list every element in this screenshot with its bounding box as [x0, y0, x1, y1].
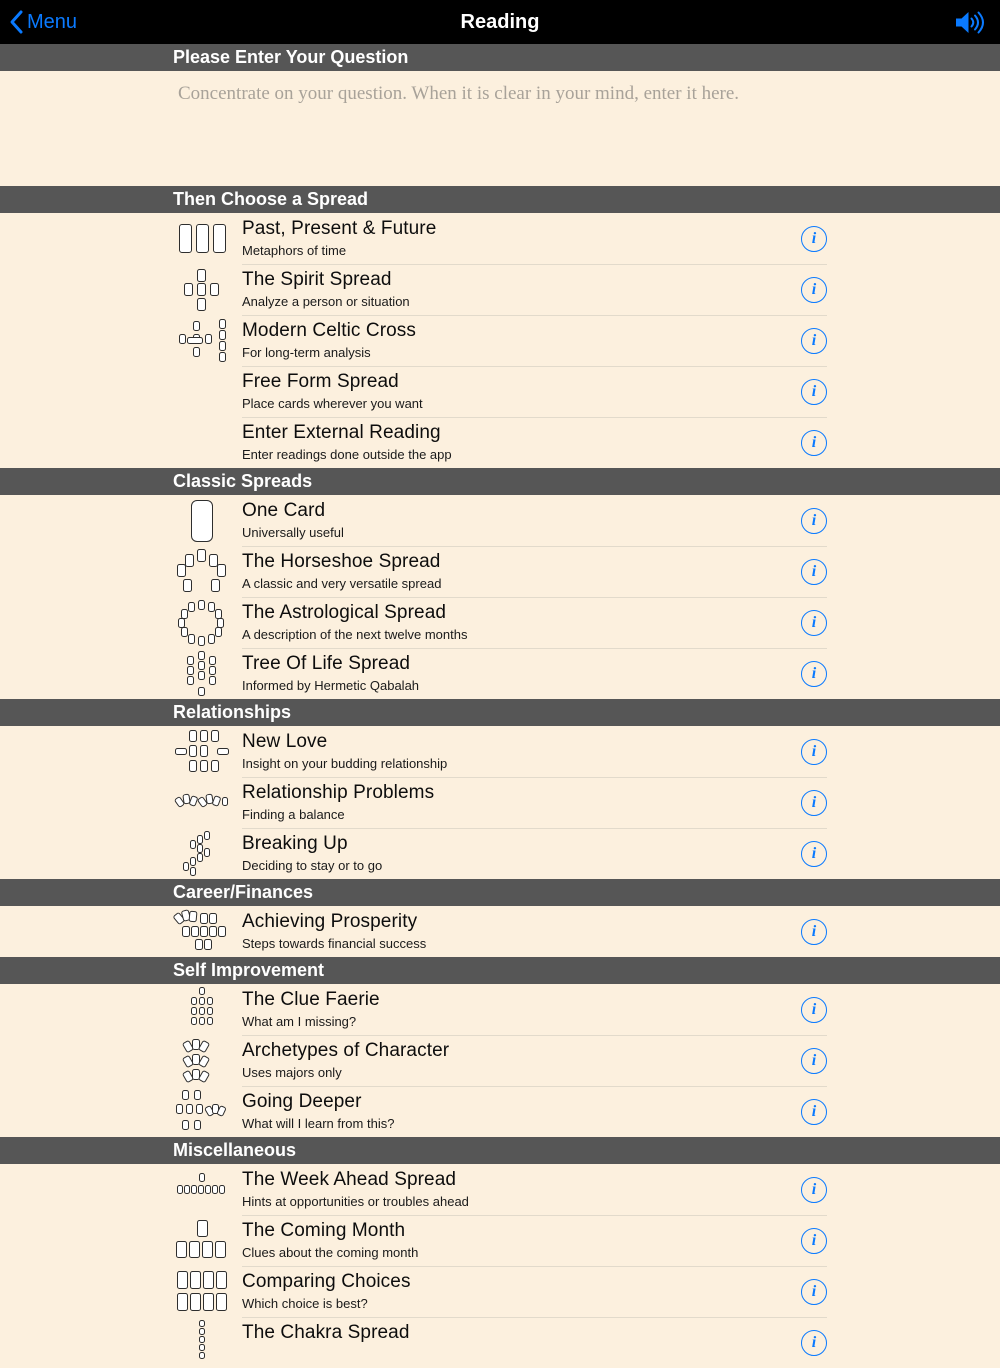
spread-subtitle: Universally useful — [242, 525, 344, 540]
info-circle-icon: i — [811, 1180, 817, 1198]
spread-subtitle: Clues about the coming month — [242, 1245, 419, 1260]
spread-texts — [242, 422, 452, 462]
section-header — [0, 468, 1000, 495]
question-input[interactable] — [0, 71, 1000, 186]
info-button[interactable] — [801, 1177, 827, 1203]
info-button[interactable] — [801, 379, 827, 405]
spread-texts — [242, 551, 441, 591]
spread-icon-archetypes — [174, 1038, 230, 1084]
spread-subtitle: Insight on your budding relationship — [242, 756, 448, 771]
info-circle-icon: i — [811, 280, 817, 298]
spread-subtitle: For long-term analysis — [242, 345, 371, 360]
spread-icon-one-card — [174, 498, 230, 544]
spread-texts — [242, 731, 447, 771]
spread-row[interactable] — [0, 984, 1000, 1035]
spread-subtitle: Steps towards financial success — [242, 936, 427, 951]
info-circle-icon: i — [811, 331, 817, 349]
spread-texts — [242, 1220, 418, 1260]
spread-icon-tree-of-life — [174, 651, 230, 697]
info-button[interactable] — [801, 328, 827, 354]
spread-subtitle: Hints at opportunities or troubles ahead — [242, 1194, 469, 1209]
spread-row[interactable] — [0, 1086, 1000, 1137]
info-button[interactable] — [801, 277, 827, 303]
spread-texts — [242, 1091, 394, 1131]
spread-texts — [242, 782, 434, 822]
spread-title: The Spirit Spread — [242, 269, 392, 290]
spread-subtitle: Uses majors only — [242, 1065, 342, 1080]
spread-title: Modern Celtic Cross — [242, 320, 417, 341]
spread-subtitle: Which choice is best? — [242, 1296, 368, 1311]
spread-title: One Card — [242, 500, 326, 521]
spread-row[interactable] — [0, 648, 1000, 699]
info-circle-icon: i — [811, 1333, 817, 1351]
spread-row[interactable] — [0, 1215, 1000, 1266]
spread-subtitle: Enter readings done outside the app — [242, 447, 452, 462]
spread-texts — [242, 1040, 449, 1080]
spread-row[interactable] — [0, 828, 1000, 879]
spread-texts — [242, 371, 423, 411]
info-circle-icon: i — [811, 562, 817, 580]
spread-subtitle: Finding a balance — [242, 807, 345, 822]
spread-icon-new-love — [174, 729, 230, 775]
spread-row[interactable] — [0, 1164, 1000, 1215]
spread-title: The Coming Month — [242, 1220, 406, 1241]
section-header — [0, 957, 1000, 984]
info-circle-icon: i — [811, 1231, 817, 1249]
spread-texts — [242, 833, 382, 873]
spread-icon-achieving-prosperity — [174, 909, 230, 955]
info-circle-icon: i — [811, 844, 817, 862]
info-circle-icon: i — [811, 664, 817, 682]
spread-title: The Chakra Spread — [242, 1322, 410, 1343]
info-button[interactable] — [801, 1099, 827, 1125]
spread-texts — [242, 602, 467, 642]
section-header-label: Career/Finances — [173, 882, 314, 902]
spread-section — [0, 957, 1000, 1137]
spread-subtitle: Informed by Hermetic Qabalah — [242, 678, 420, 693]
spread-icon-breaking-up — [174, 831, 230, 877]
spread-subtitle: Deciding to stay or to go — [242, 858, 383, 873]
spread-icon-three-cards — [174, 216, 230, 262]
info-button[interactable] — [801, 1330, 827, 1356]
info-button[interactable] — [801, 1228, 827, 1254]
spread-texts — [242, 320, 416, 360]
info-button[interactable] — [801, 919, 827, 945]
info-circle-icon: i — [811, 229, 817, 247]
spread-icon-relationship-problems — [174, 780, 230, 826]
question-section-header — [0, 44, 1000, 71]
spread-icon-clue-faerie — [174, 987, 230, 1033]
spread-title: The Clue Faerie — [242, 989, 380, 1010]
info-circle-icon: i — [811, 1102, 817, 1120]
spread-title: Breaking Up — [242, 833, 348, 854]
info-button[interactable] — [801, 997, 827, 1023]
spread-section — [0, 879, 1000, 957]
spread-icon-horseshoe — [174, 549, 230, 595]
spread-title: The Horseshoe Spread — [242, 551, 441, 572]
spread-icon-going-deeper — [174, 1089, 230, 1135]
spread-title: The Astrological Spread — [242, 602, 447, 623]
spread-subtitle: Analyze a person or situation — [242, 294, 410, 309]
spread-row[interactable] — [0, 366, 1000, 417]
info-button[interactable] — [801, 226, 827, 252]
spread-row[interactable] — [0, 726, 1000, 777]
spread-icon-empty — [174, 420, 230, 466]
spread-title: Enter External Reading — [242, 422, 441, 443]
spread-row[interactable] — [0, 546, 1000, 597]
spread-texts — [242, 500, 344, 540]
spread-subtitle: A description of the next twelve months — [242, 627, 468, 642]
info-button[interactable] — [801, 739, 827, 765]
spread-row[interactable] — [0, 906, 1000, 957]
spread-row[interactable] — [0, 213, 1000, 264]
spread-icon-spirit — [174, 267, 230, 313]
spread-icon-week-ahead — [174, 1167, 230, 1213]
spread-row[interactable] — [0, 597, 1000, 648]
spread-texts — [242, 653, 419, 693]
section-header — [0, 699, 1000, 726]
section-header-label: Miscellaneous — [173, 1140, 297, 1160]
spread-title: Archetypes of Character — [242, 1040, 450, 1061]
spread-subtitle: Metaphors of time — [242, 243, 347, 258]
spread-texts — [242, 269, 410, 309]
spread-icon-chakra — [174, 1320, 230, 1366]
question-section-header-label: Please Enter Your Question — [173, 47, 409, 67]
spread-icon-empty — [174, 369, 230, 415]
info-button[interactable] — [801, 559, 827, 585]
spread-subtitle: Place cards wherever you want — [242, 396, 423, 411]
spread-row[interactable] — [0, 315, 1000, 366]
spread-list — [0, 186, 1000, 1368]
spread-section — [0, 468, 1000, 699]
spread-title: The Week Ahead Spread — [242, 1169, 457, 1190]
spread-texts — [242, 218, 436, 258]
info-button[interactable] — [801, 1279, 827, 1305]
spread-row[interactable] — [0, 1317, 1000, 1368]
speaker-on-icon — [956, 11, 984, 34]
spread-subtitle: What am I missing? — [242, 1014, 357, 1029]
speaker-button[interactable] — [956, 0, 984, 44]
info-circle-icon: i — [811, 922, 817, 940]
info-button[interactable] — [801, 661, 827, 687]
spread-subtitle: What will I learn from this? — [242, 1116, 395, 1131]
spread-texts — [242, 1271, 411, 1311]
spread-row[interactable] — [0, 495, 1000, 546]
spread-icon-coming-month — [174, 1218, 230, 1264]
info-circle-icon: i — [811, 1000, 817, 1018]
section-header-label: Classic Spreads — [173, 471, 313, 491]
spread-row[interactable] — [0, 417, 1000, 468]
spread-texts — [242, 911, 426, 951]
section-header-label: Relationships — [173, 702, 292, 722]
info-circle-icon: i — [811, 1051, 817, 1069]
section-header — [0, 1137, 1000, 1164]
info-button[interactable] — [801, 430, 827, 456]
info-button[interactable] — [801, 790, 827, 816]
spread-title: Tree Of Life Spread — [242, 653, 411, 674]
spread-title: Comparing Choices — [242, 1271, 411, 1292]
info-button[interactable] — [801, 610, 827, 636]
info-circle-icon: i — [811, 613, 817, 631]
spread-title: Going Deeper — [242, 1091, 362, 1112]
spread-section — [0, 699, 1000, 879]
section-header-label: Self Improvement — [173, 960, 325, 980]
spread-row[interactable] — [0, 777, 1000, 828]
section-header — [0, 879, 1000, 906]
info-circle-icon: i — [811, 433, 817, 451]
spread-title: Achieving Prosperity — [242, 911, 418, 932]
spread-texts — [242, 1322, 410, 1344]
nav-bar — [0, 0, 1000, 44]
spread-icon-comparing-choices — [174, 1269, 230, 1315]
info-circle-icon: i — [811, 382, 817, 400]
spread-texts — [242, 1169, 469, 1209]
spread-subtitle: A classic and very versatile spread — [242, 576, 442, 591]
info-button[interactable] — [801, 1048, 827, 1074]
info-button[interactable] — [801, 508, 827, 534]
info-circle-icon: i — [811, 793, 817, 811]
spread-icon-celtic-cross — [174, 318, 230, 364]
spread-icon-astrological — [174, 600, 230, 646]
spread-texts — [242, 989, 380, 1029]
spread-title: Free Form Spread — [242, 371, 399, 392]
spread-row[interactable] — [0, 1035, 1000, 1086]
spread-title: New Love — [242, 731, 328, 752]
spread-section — [0, 1137, 1000, 1368]
spread-section — [0, 186, 1000, 468]
spread-row[interactable] — [0, 1266, 1000, 1317]
section-header-label: Then Choose a Spread — [173, 189, 369, 209]
section-header — [0, 186, 1000, 213]
spread-row[interactable] — [0, 264, 1000, 315]
spread-title: Relationship Problems — [242, 782, 435, 803]
info-circle-icon: i — [811, 742, 817, 760]
back-button-label: Menu — [27, 10, 78, 33]
page-title: Reading — [460, 11, 540, 33]
info-circle-icon: i — [811, 511, 817, 529]
info-circle-icon: i — [811, 1282, 817, 1300]
info-button[interactable] — [801, 841, 827, 867]
spread-title: Past, Present & Future — [242, 218, 437, 239]
